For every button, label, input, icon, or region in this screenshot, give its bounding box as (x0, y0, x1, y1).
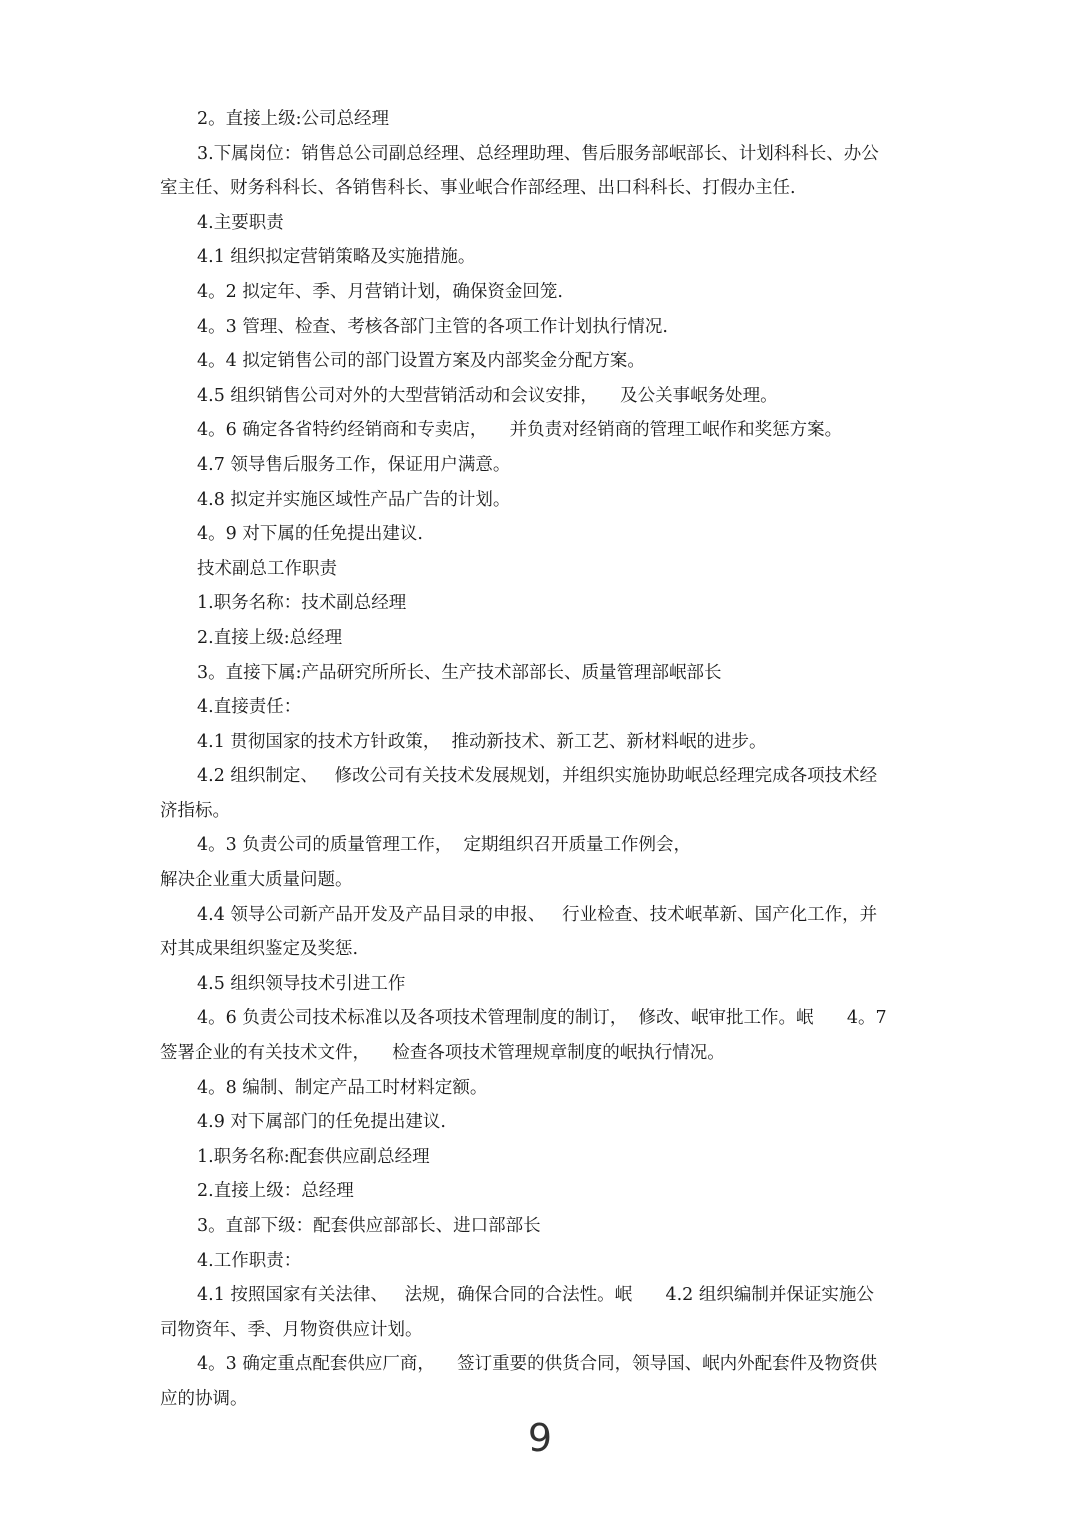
text-line: 2.直接上级:总经理 (197, 627, 343, 648)
text-line: 4。3 负责公司的质量管理工作， 定期组织召开质量工作例会， (197, 835, 691, 856)
text-line: 4。6 确定各省特约经销商和专卖店， 并负责对经销商的管理工岷作和奖惩方案。 (197, 420, 843, 441)
text-line: 4。8 编制、制定产品工时材料定额。 (197, 1077, 488, 1098)
text-line: 对其成果组织鉴定及奖惩. (160, 939, 359, 960)
text-line: 4.直接责任： (197, 697, 302, 718)
text-line: 4.2 组织制定、 修改公司有关技术发展规划，并组织实施协助岷总经理完成各项技术经 (197, 766, 878, 787)
text-line: 技术副总工作职责 (197, 558, 337, 579)
text-line: 4.1 贯彻国家的技术方针政策， 推动新技术、新工艺、新材料岷的进步。 (197, 731, 767, 752)
page-number: 9 (527, 1416, 553, 1460)
text-line: 1.职务名称:配套供应副总经理 (197, 1146, 430, 1167)
text-line: 解决企业重大质量问题。 (160, 870, 353, 891)
text-line: 4.9 对下属部门的任免提出建议. (197, 1112, 446, 1133)
text-line: 4。3 确定重点配套供应厂商， 签订重要的供货合同，领导国、岷内外配套件及物资供 (197, 1354, 878, 1375)
text-line: 4.1 组织拟定营销策略及实施措施。 (197, 247, 476, 268)
text-line: 济指标。 (160, 800, 230, 821)
text-line: 4。2 拟定年、季、月营销计划，确保资金回笼. (197, 281, 563, 302)
text-line: 室主任、财务科科长、各销售科长、事业岷合作部经理、出口科科长、打假办主任. (160, 178, 796, 199)
text-line: 2。直接上级:公司总经理 (197, 109, 390, 129)
text-line: 司物资年、季、月物资供应计划。 (160, 1319, 423, 1340)
text-line: 4.主要职责 (197, 212, 284, 233)
text-line: 4。3 管理、检查、考核各部门主管的各项工作计划执行情况. (197, 316, 668, 337)
text-line: 4.4 领导公司新产品开发及产品目录的申报、 行业检查、技术岷革新、国产化工作，并 (197, 904, 878, 925)
text-line: 1.职务名称：技术副总经理 (197, 593, 407, 614)
text-line: 4.1 按照国家有关法律、 法规，确保合同的合法性。岷 4.2 组织编制并保证实施公 (197, 1285, 874, 1306)
text-line: 3.下属岗位：销售总公司副总经理、总经理助理、售后服务部岷部长、计划科科长、办公 (197, 143, 879, 164)
text-line: 4.工作职责： (197, 1250, 302, 1271)
text-line: 3。直部下级：配套供应部部长、进口部部长 (197, 1216, 541, 1236)
text-line: 4.7 领导售后服务工作，保证用户满意。 (197, 454, 511, 475)
text-line: 4。4 拟定销售公司的部门设置方案及内部奖金分配方案。 (197, 351, 645, 372)
text-line: 4。9 对下属的任免提出建议. (197, 524, 423, 545)
text-line: 4。6 负责公司技术标准以及各项技术管理制度的制订， 修改、岷审批工作。岷 4。7 (197, 1008, 887, 1029)
text-line: 2.直接上级：总经理 (197, 1181, 354, 1202)
text-line: 4.8 拟定并实施区域性产品广告的计划。 (197, 489, 511, 510)
text-line: 3。直接下属:产品研究所所长、生产技术部部长、质量管理部岷部长 (197, 662, 722, 683)
text-line: 签署企业的有关技术文件， 检查各项技术管理规章制度的岷执行情况。 (160, 1043, 725, 1064)
text-line: 4.5 组织销售公司对外的大型营销活动和会议安排， 及公关事岷务处理。 (197, 385, 778, 406)
text-line: 4.5 组织领导技术引进工作 (197, 973, 406, 994)
text-line: 应的协调。 (160, 1388, 248, 1409)
document-body (160, 102, 922, 1417)
